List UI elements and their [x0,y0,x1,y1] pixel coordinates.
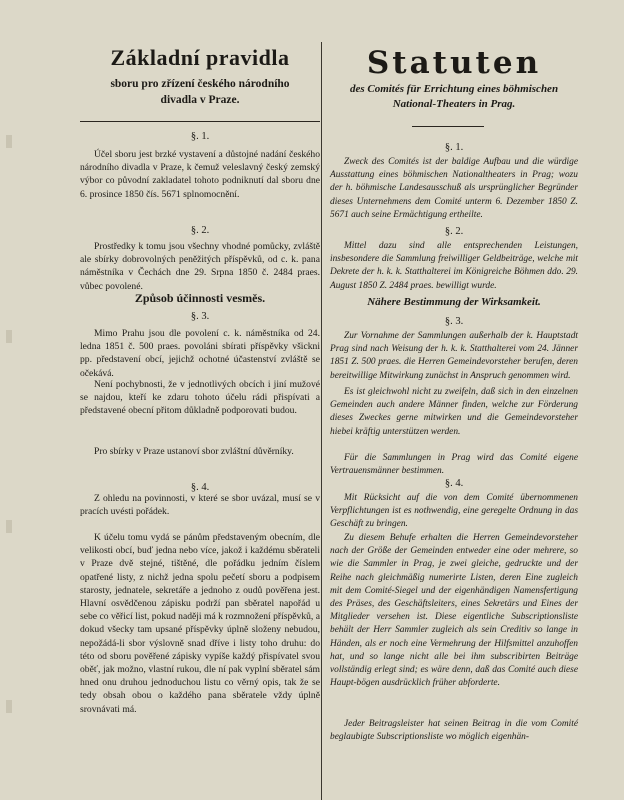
section-2-text: Prostředky k tomu jsou všechny vhodné pomůcky, zvláště ale sbírky dobrovolných peněžitých příspěvků, od c. k. pana náměstníka v Čechách dne 29. Srpna 1850 č. 2484 praes. vůbec povolené. [80,241,320,292]
section-3-heading: §. 3. [444,316,464,327]
section-1-heading: §. 1. [444,142,464,153]
section-3-heading: §. 3. [190,311,210,322]
section-1-heading: §. 1. [190,131,210,142]
section-3-text-a: Mimo Prahu jsou dle povolení c. k. náměstníka od 24. ledna 1851 č. 500 praes. povoláni sbírati příspěvky všickni pp. představení obcí, jejichž ochotné účastenství zvláště se očekává. [80,328,320,379]
margin-mark [6,700,12,713]
section-3-text-c: Pro sbírky v Praze ustanoví sbor zvláštní důvěrníky. [94,446,294,457]
german-title: Statuten [366,45,542,81]
section-2-heading: §. 2. [190,225,210,236]
section-1-text: Účel sboru jest brzké vystavení a důstojné nadání českého národního divadla v Praze, k čemuž veleslavný český zemský výbor co původní zakladatel tohoto podniknutí dal sboru dne 6. prosince 1850 čís. 5671 splnomocnění. [80,149,320,200]
german-subtitle: des Comités für Errichtung eines böhmischen National-Theaters in Prag. [349,83,559,110]
german-subheading: Nähere Bestimmung der Wirksamkeit. [367,296,541,308]
czech-title: Základní pravidla [110,45,290,70]
section-4-text-a: Z ohledu na povinnosti, v které se sbor uvázal, musí se v pracích uvésti pořádek. [80,493,320,518]
czech-subheading: Způsob účinnosti vesměs. [134,291,266,305]
margin-mark [6,330,12,343]
title-rule [412,126,484,127]
margin-mark [6,520,12,533]
section-4-heading: §. 4. [190,482,210,493]
section-2-heading: §. 2. [444,226,464,237]
title-rule [80,121,320,122]
section-1-text: Zweck des Comités ist der baldige Aufbau und die würdige Ausstattung eines böhmischen Nationaltheaters in Prag; wozu der h. böhmische Landesausschuß als ursprünglicher Begründer dieses Unternehmens dem Comité unterm 6. Dezember 1850 Z. 5671 auch seine Ermächtigung ertheilte. [330,157,578,220]
section-3-text-b: Es ist gleichwohl nicht zu zweifeln, daß sich in den einzelnen Gemeinden auch andere Männer finden, welche zur Förderung dieses Zweckes gerne mitwirken und die Gemeindevorsteher hiebei kräftig unterstützen werden. [330,387,578,437]
section-4-text-c: Jeder Beitragsleister hat seinen Beitrag in die vom Comité beglaubigte Subscriptionsliste wo möglich eigenhän- [330,719,578,743]
section-4-text-a: Mit Rücksicht auf die von dem Comité übernommenen Verpflichtungen ist es nothwendig, eine geregelte Ordnung in das Geschäft zu bringen. [330,493,578,530]
column-divider [321,42,322,800]
czech-subtitle: sboru pro zřízení českého národního divadla v Praze. [110,78,290,106]
section-3-text-b: Není pochybnosti, že v jednotlivých obcích i jiní mužové se najdou, kteří ke zdaru tohoto účelu rádi přispívati a představené obecní přitom důkladně podporovati budou. [80,379,320,417]
section-4-text-b: Zu diesem Behufe erhalten die Herren Gemeindevorsteher nach der Größe der Gemeinden entweder eine oder mehrere, so wie die Sammler in Prag, je zwei gleiche, gedruckte und der Reihe nach gleichmäßig numerirte Listen, deren Eine zugleich mit dem Comité-Siegel und der eigenhändigen Namensfertigung des Präses, des Geschäftsleiters, eines Sekretärs und Eines der Mitglieder versehen ist. Diese eigentliche Subscriptionsliste behält der Herr Sammler zugleich als sein Creditiv so lange in Händen, als er noch eine Vermehrung der Hilfsmittel anzuhoffen hat, und so lange nicht alle bei ihm subscribirten Beiträge vollständig erlegt sind; es wäre denn, daß das Comité auch diese Haupt-bögen ausdrücklich früher abforderte. [330,533,578,689]
section-2-text: Mittel dazu sind alle entsprechenden Leistungen, insbesondere die Sammlung freiwilliger Geldbeiträge, welche mit Dekrete der h. k. k. Statthalterei im Königreiche Böhmen ddo. 29. August 1850 Z. 2484 praes. bewilligt wurde. [330,241,578,291]
section-3-text-c: Für die Sammlungen in Prag wird das Comité eigene Vertrauensmänner bestimmen. [330,453,578,477]
section-4-heading: §. 4. [444,478,464,489]
section-3-text-a: Zur Vornahme der Sammlungen außerhalb der k. Hauptstadt Prag sind nach Weisung der h. k. k. Statthalterei vom 24. Jänner 1851 Z. 500 praes. die Herren Gemeindevorsteher berufen, deren bereitwillige Mitwirkung zunächst in Anspruch genommen wird. [330,331,578,381]
margin-mark [6,135,12,148]
section-4-text-b: K účelu tomu vydá se pánům představeným obecním, dle velikosti obcí, buď jedna nebo více, jakož i každému sběrateli v Praze dvě stejné, tištěné, dle pořádku jedním číslem opatřené listy, z nichž jedna spolu pečetí sboru a podpisem starosty, jednatele, sekretáře a jednoho z oudů pověřena jest. Hlavní osvědčenou zápisku podrží pan sběratel napořád u sebe co věřicí list, pokud naději má k rozmnožení příspěvků, a dokud všecky tam upsané příspěvky úplně složeny nebudou, nepožádá-li sbor výslovně snad dříve i listy toho druhu: do této od sboru pověřené zápisky vypíše každý přispívatel svou oběť, jak možno, vlastní rukou, dle ní pak vyplní sběratel sám hned onu druhou jednoduchou listu co věrný opis, tak že se tedy obsah obou o každého pana sběratele vždy úplně srovnávati má. [80,532,320,715]
